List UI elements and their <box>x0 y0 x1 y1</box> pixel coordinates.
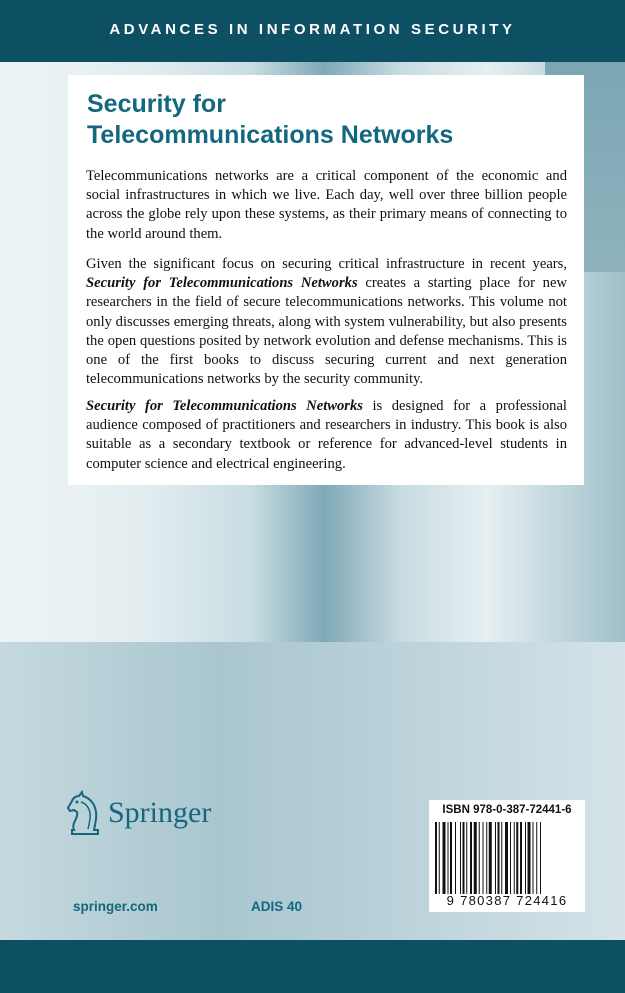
book-title-emphasis: Security for Telecommunications Networks <box>86 275 358 292</box>
book-title <box>87 89 567 151</box>
book-title-line-1: Security for <box>87 90 226 118</box>
bottom-banner <box>0 940 625 993</box>
paragraph-2-body: creates a starting place for new researchers in the field of secure telecommunications networks. This volume not only discusses emerging threats, along with system vulnerability, but also presents the open questions posited by network evolution and defense mechanisms. This is one of the first books to discuss securing current and next generation telecommunications networks by the security community. <box>86 275 567 388</box>
publisher-website: springer.com <box>73 899 158 914</box>
series-number: ADIS 40 <box>251 899 303 914</box>
knight-chess-piece-icon <box>66 790 104 836</box>
book-title-line-2: Telecommunications Networks <box>87 121 454 149</box>
description-paragraph-1: Telecommunications networks are a critical component of the economic and social infrastructures in which we live. Each day, well over three billion people across the globe rely upon these systems, as their primary means of connecting to the world around them. <box>86 168 567 242</box>
series-title: ADVANCES IN INFORMATION SECURITY <box>109 20 516 38</box>
isbn-barcode <box>429 800 585 912</box>
barcode-digits: 9 780387 724416 <box>446 893 568 908</box>
series-banner <box>0 0 625 62</box>
springer-wordmark: Springer <box>108 796 212 829</box>
springer-logo <box>66 790 211 836</box>
barcode-bars <box>435 822 579 894</box>
description-paragraph-2 <box>86 255 567 389</box>
description-paragraph-3 <box>86 397 567 474</box>
paragraph-2-intro: Given the significant focus on securing critical infrastructure in recent years, <box>86 256 567 272</box>
isbn-label: ISBN 978-0-387-72441-6 <box>442 804 572 816</box>
book-title-emphasis: Security for Telecommunications Networks <box>86 398 363 414</box>
paragraph-3-body: is designed for a professional audience composed of practitioners and researchers in industry. This book is also suitable as a secondary textbook or reference for advanced-level students in computer science and electrical engineering. <box>86 398 567 472</box>
description-panel <box>68 75 584 485</box>
